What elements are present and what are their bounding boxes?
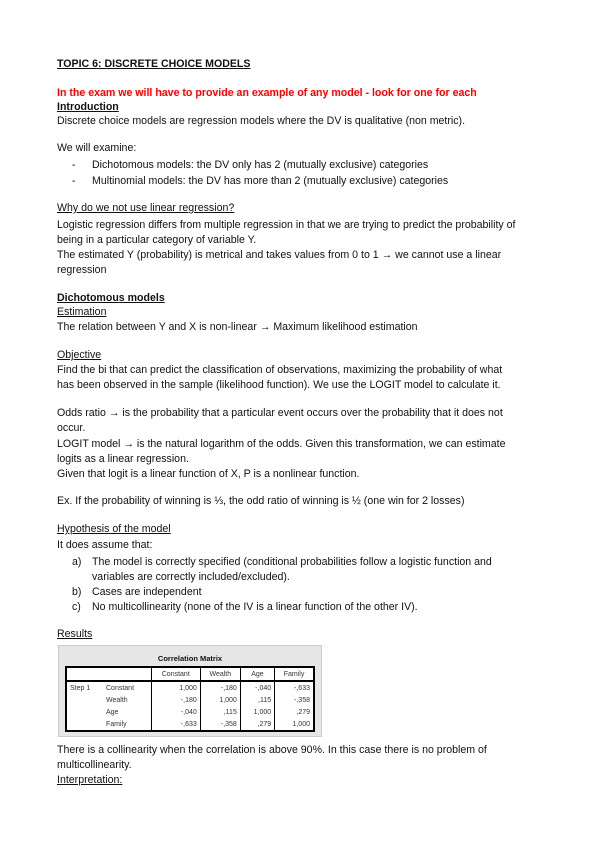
table-cell: -,180 (200, 681, 240, 694)
table-cell: 1,000 (200, 694, 240, 706)
interpretation-heading: Interpretation: (57, 774, 123, 786)
table-cell: 1,000 (240, 706, 274, 718)
table-row: Family -,633 -,358 ,279 1,000 (66, 718, 314, 731)
exam-note: In the exam we will have to provide an example of any model - look for one for each (57, 87, 477, 99)
examine-text: We will examine: (57, 142, 137, 154)
odds-line: logits as a linear regression. (57, 453, 189, 465)
why-line: Logistic regression differs from multiple regression in that we are trying to predict the probability of (57, 219, 516, 231)
intro-heading: Introduction (57, 101, 119, 113)
hypothesis-item: c) No multicollinearity (none of the IV is a linear function of the other IV). (72, 601, 418, 613)
odds-line: Given that logit is a linear function of X, P is a nonlinear function. (57, 468, 360, 480)
estimation-heading: Estimation (57, 306, 107, 318)
correlation-matrix-image (58, 645, 322, 737)
odds-line: Odds ratio → is the probability that a particular event occurs over the probability that it does not (57, 407, 503, 419)
table-cell: -,633 (275, 681, 314, 694)
table-row: Wealth -,180 1,000 ,115 -,358 (66, 694, 314, 706)
objective-line: has been observed in the sample (likelihood function). We use the LOGIT model to calculate it. (57, 379, 501, 391)
table-cell: -,358 (200, 718, 240, 731)
table-cell: ,279 (240, 718, 274, 731)
after-line: multicollinearity. (57, 759, 132, 771)
correlation-table: Constant Wealth Age Family Step 1 Constant 1,000 -,180 -,040 -,633 Wealth -,180 1,000 ,115 -,358 Age -,040 ,115 1,000 ,279 Family -,633 -,358 ,279 1,000 (65, 666, 315, 732)
table-cell: ,115 (240, 694, 274, 706)
objective-heading: Objective (57, 349, 102, 361)
table-cell: -,358 (275, 694, 314, 706)
table-cell: 1,000 (275, 718, 314, 731)
example-text: Ex. If the probability of winning is ⅓, the odd ratio of winning is ½ (one win for 2 losses) (57, 495, 465, 507)
bullet: - Dichotomous models: the DV only has 2 (mutually exclusive) categories (72, 159, 429, 171)
table-cell: -,633 (151, 718, 200, 731)
table-cell: -,180 (151, 694, 200, 706)
why-line: The estimated Y (probability) is metrical and takes values from 0 to 1 → we cannot use a linear (57, 249, 502, 261)
why-line: being in a particular category of variable Y. (57, 234, 257, 246)
objective-line: Find the bi that can predict the classification of observations, maximizing the probability of what (57, 364, 503, 376)
why-line: regression (57, 264, 107, 276)
table-cell: 1,000 (151, 681, 200, 694)
estimation-text: The relation between Y and X is non-linear → Maximum likelihood estimation (57, 321, 418, 333)
table-title: Correlation Matrix (157, 654, 223, 663)
hypothesis-heading: Hypothesis of the model (57, 523, 171, 535)
bullet-text: Multinomial models: the DV has more than 2 (mutually exclusive) categories (92, 175, 449, 187)
table-cell: ,279 (275, 706, 314, 718)
why-heading: Why do we not use linear regression? (57, 202, 235, 214)
bullet: - Multinomial models: the DV has more than 2 (mutually exclusive) categories (72, 175, 449, 187)
hypothesis-item: a) The model is correctly specified (conditional probabilities follow a logistic function and (72, 556, 492, 568)
intro-text: Discrete choice models are regression models where the DV is qualitative (non metric). (57, 115, 466, 127)
table-row: Age -,040 ,115 1,000 ,279 (66, 706, 314, 718)
results-heading: Results (57, 628, 93, 640)
page-title: TOPIC 6: DISCRETE CHOICE MODELS (57, 58, 251, 70)
table-row: Step 1 Constant 1,000 -,180 -,040 -,633 (66, 681, 314, 694)
bullet-text: Dichotomous models: the DV only has 2 (mutually exclusive) categories (92, 159, 429, 171)
table-cell: -,040 (151, 706, 200, 718)
table-cell: -,040 (240, 681, 274, 694)
odds-line: LOGIT model → is the natural logarithm of the odds. Given this transformation, we can estimate (57, 438, 506, 450)
hypothesis-intro: It does assume that: (57, 539, 153, 551)
odds-line: occur. (57, 422, 86, 434)
dichotomous-heading: Dichotomous models (57, 292, 165, 304)
hypothesis-item: b) Cases are independent (72, 586, 202, 598)
hypothesis-item-cont: variables are correctly included/excluded). (92, 571, 290, 583)
table-cell: ,115 (200, 706, 240, 718)
after-line: There is a collinearity when the correlation is above 90%. In this case there is no problem of (57, 744, 487, 756)
